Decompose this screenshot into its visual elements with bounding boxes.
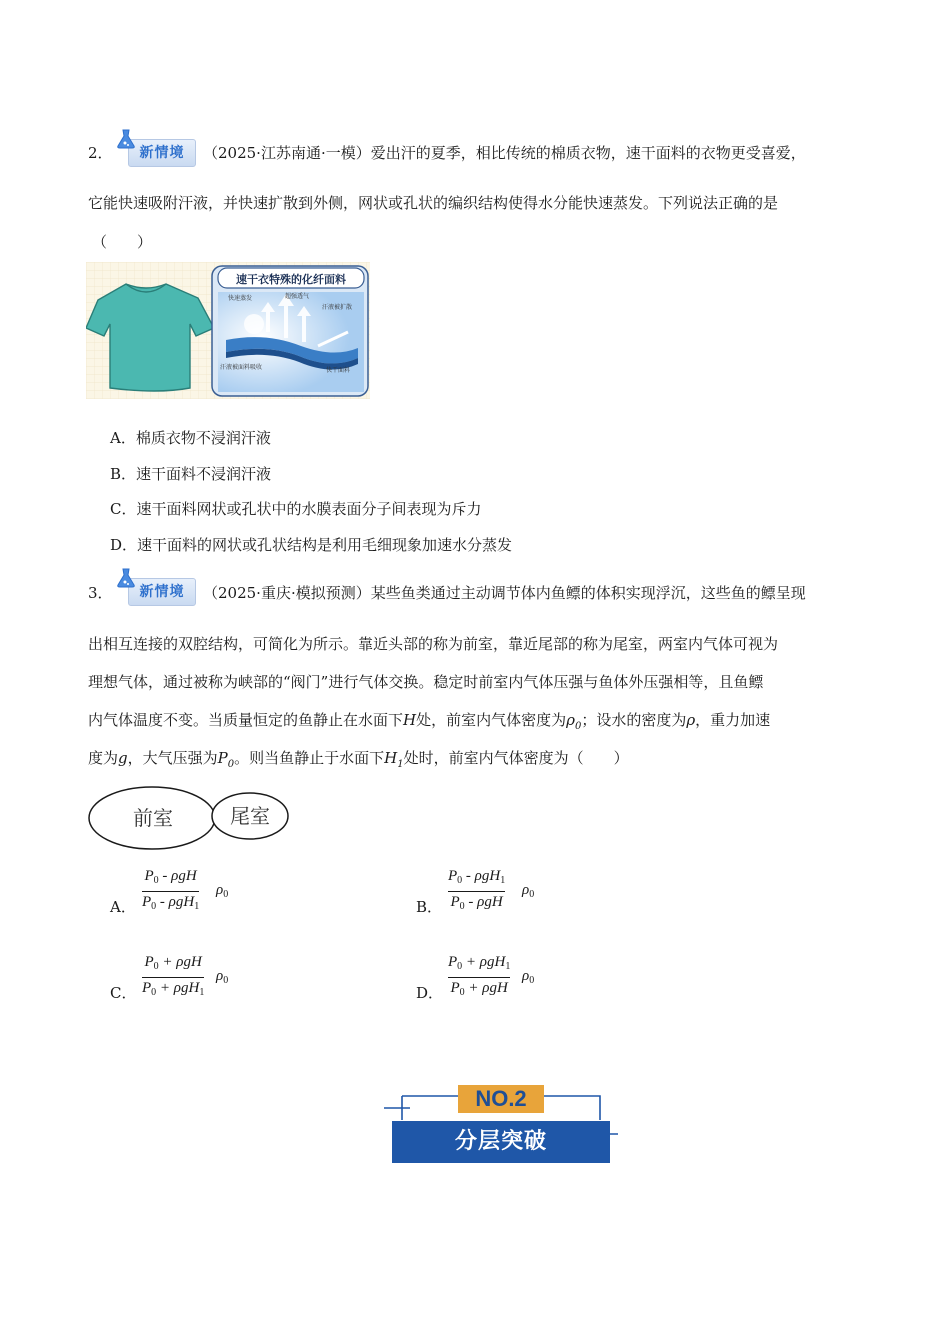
label-quick-dry-fabric: 快干面料 xyxy=(326,367,351,374)
question-3-number: 3． xyxy=(88,584,113,602)
symbol-H: H xyxy=(185,868,197,884)
rho-zero: $\rho_0$ xyxy=(216,882,229,900)
subscript: 0 xyxy=(574,721,582,732)
q3-option-d[interactable] xyxy=(414,951,554,1001)
q2-stem-line2: 它能快速吸附汗液，并快速扩散到外侧，网状或孔状的编织结构使得水分能快速蒸发。下列说法正确的是 xyxy=(88,194,779,212)
subscript: 1 xyxy=(505,961,511,972)
label-fast-evaporation: 快速蒸发 xyxy=(228,295,253,302)
new-context-badge xyxy=(128,139,196,167)
option-label: D． xyxy=(416,984,444,1002)
figure-title: 速干衣特殊的化纤面料 xyxy=(236,273,346,286)
operator: + xyxy=(159,980,171,996)
flask-icon xyxy=(115,128,137,150)
q3-stem-line1: （2025·重庆·模拟预测）某些鱼类通过主动调节体内鱼鳔的体积实现浮沉，这些鱼的鳔呈现 xyxy=(203,584,806,602)
symbol-H: H xyxy=(384,749,398,767)
symbol-H: H xyxy=(188,980,200,996)
q2-stem-line1: （2025·江苏南通·一模）爱出汗的夏季，相比传统的棉质衣物，速干面料的衣物更受喜爱， xyxy=(203,144,806,162)
q2-option-b[interactable] xyxy=(110,464,271,484)
new-context-badge xyxy=(128,578,196,606)
subscript: 1 xyxy=(194,901,200,912)
label-breathable: 超强透气 xyxy=(285,293,310,300)
q2-option-c[interactable] xyxy=(110,499,482,519)
fraction: $P_0 - \rho gH_1$ $P_0$ - ρgH xyxy=(448,868,506,912)
subscript: 1 xyxy=(397,759,404,770)
symbol-rho: ρ xyxy=(566,711,575,729)
q2-option-d[interactable] xyxy=(110,535,512,555)
text-run: ；设水的密度为 xyxy=(581,711,687,729)
quick-dry-fabric-illustration xyxy=(86,262,370,399)
option-text: 速干面料的网状或孔状结构是利用毛细现象加速水分蒸发 xyxy=(137,536,513,554)
tail-chamber-label: 尾室 xyxy=(230,804,270,828)
flask-icon xyxy=(115,567,137,589)
option-label: B． xyxy=(110,465,137,483)
q3-stem-line5 xyxy=(88,748,629,775)
text-run: 。则当鱼静止于水面下 xyxy=(234,749,385,767)
badge-label: 新情境 xyxy=(139,145,185,161)
swim-bladder-diagram xyxy=(86,783,294,853)
q3-option-b[interactable] xyxy=(414,865,554,915)
operator: - xyxy=(159,894,165,910)
symbol-H: H xyxy=(494,954,506,970)
fraction: $P_0 + \rho gH_1$ $P_0 + \rho gH$ xyxy=(448,954,511,998)
question-2-number: 2． xyxy=(88,144,113,162)
text-run: 内气体温度不变。当质量恒定的鱼静止在水面下 xyxy=(88,711,404,729)
option-label: A． xyxy=(110,429,136,447)
option-label: C． xyxy=(110,984,137,1002)
symbol-H: H xyxy=(191,954,202,970)
q3-stem-line2: 出相互连接的双腔结构，可简化为所示。靠近头部的称为前室，靠近尾部的称为尾室，两室内气体可视为 xyxy=(88,635,779,653)
q3-stem-line3: 理想气体，通过被称为峡部的“阀门”进行气体交换。稳定时前室内气体压强与鱼体外压强相等，且鱼鳔 xyxy=(88,673,764,691)
symbol-rho: ρ xyxy=(686,711,696,729)
q2-option-a[interactable] xyxy=(110,428,271,448)
operator: + xyxy=(465,954,477,970)
symbol-g: g xyxy=(118,749,128,767)
option-text: 速干面料网状或孔状中的水膜表面分子间表现为斥力 xyxy=(136,500,482,518)
label-sweat-diffused: 汗液被扩散 xyxy=(322,304,353,311)
option-label: B． xyxy=(416,898,443,916)
fraction: $P_0$ - ρgH $P_0 - \rho gH_1$ xyxy=(142,868,200,912)
symbol-H: H xyxy=(491,894,503,910)
badge-label: 新情境 xyxy=(139,584,185,600)
operator: + xyxy=(162,954,173,970)
subscript: 1 xyxy=(500,875,506,886)
operator: - xyxy=(468,894,474,910)
text-run: ，大气压强为 xyxy=(127,749,218,767)
rho-zero: $\rho_0$ xyxy=(522,882,535,900)
label-sweat-absorbed: 汗液被面料吸收 xyxy=(220,364,263,371)
subscript: 0 xyxy=(227,759,235,770)
rho-zero: $\rho_0$ xyxy=(522,968,535,986)
symbol-H: H xyxy=(183,894,195,910)
option-text: 速干面料不浸润汗液 xyxy=(136,465,272,483)
text-run: 度为 xyxy=(88,749,119,767)
q2-answer-blank: （ ） xyxy=(92,233,153,251)
operator: - xyxy=(162,868,168,884)
symbol-H: H xyxy=(497,980,508,996)
quick-dry-fabric-figure xyxy=(86,262,370,399)
option-text: 棉质衣物不浸润汗液 xyxy=(135,429,271,447)
symbol-P: P xyxy=(217,749,228,767)
text-run: ，重力加速 xyxy=(695,711,771,729)
fraction: $P_0 + \rho gH$ $P_0 + \rho gH_1$ xyxy=(142,954,205,998)
swim-bladder-figure xyxy=(86,783,294,853)
option-label: A． xyxy=(110,898,136,916)
symbol-H: H xyxy=(403,711,417,729)
subscript: 1 xyxy=(199,987,205,998)
text-run: 处时，前室内气体密度为（ ） xyxy=(403,749,629,767)
symbol-H: H xyxy=(489,868,501,884)
rho-zero: $\rho_0$ xyxy=(216,968,229,986)
q3-stem-line4 xyxy=(88,710,770,737)
operator: - xyxy=(465,868,471,884)
operator: + xyxy=(468,980,479,996)
option-label: C． xyxy=(110,500,137,518)
q3-option-a[interactable] xyxy=(108,865,248,915)
section-number: NO.2 xyxy=(458,1085,544,1113)
front-chamber-label: 前室 xyxy=(133,806,173,830)
text-run: 处，前室内气体密度为 xyxy=(416,711,567,729)
q3-option-c[interactable] xyxy=(108,951,248,1001)
option-label: D． xyxy=(110,536,138,554)
section-title: 分层突破 xyxy=(392,1121,610,1163)
